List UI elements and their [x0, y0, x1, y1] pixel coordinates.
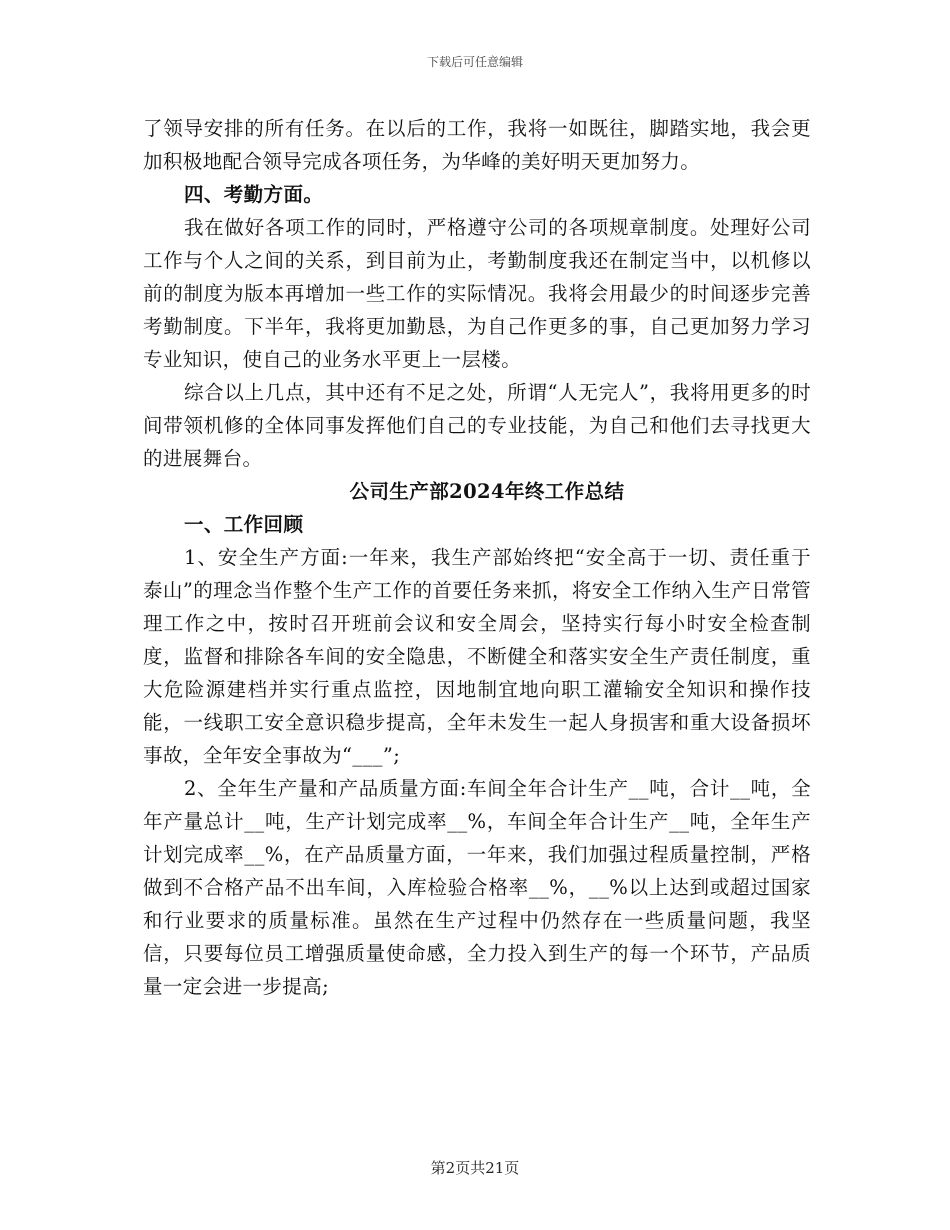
document-title: 公司生产部2024年终工作总结 — [349, 480, 625, 503]
page-header: 下载后可任意编辑 — [426, 55, 523, 69]
section-heading-review: 一、工作回顾 — [183, 513, 304, 536]
document-body — [143, 112, 811, 1003]
page-footer: 第2页共21页 — [430, 1159, 520, 1177]
paragraph-summary: 综合以上几点，其中还有不足之处，所谓“人无完人”，我将用更多的时间带领机修的全体同事发挥他们自己的专业技能，为自己和他们去寻找更大的进展舞台。 — [143, 381, 811, 470]
paragraph-attendance: 我在做好各项工作的同时，严格遵守公司的各项规章制度。处理好公司工作与个人之间的关系，到目前为止，考勤制度我还在制定当中，以机修以前的制度为版本再增加一些工作的实际情况。我将会用最少的时间逐步完善考勤制度。下半年，我将更加勤恳，为自己作更多的事，自己更加努力学习专业知识，使自己的业务水平更上一层楼。 — [143, 216, 811, 371]
paragraph-continuation: 了领导安排的所有任务。在以后的工作，我将一如既往，脚踏实地，我会更加积极地配合领导完成各项任务，为华峰的美好明天更加努力。 — [143, 117, 811, 173]
paragraph-safety: 1、安全生产方面:一年来，我生产部始终把“安全高于一切、责任重于泰山”的理念当作整个生产工作的首要任务来抓，将安全工作纳入生产日常管理工作之中，按时召开班前会议和安全周会，坚持实行每小时安全检查制度，监督和排除各车间的安全隐患，不断健全和落实安全生产责任制度，重大危险源建档并实行重点监控，因地制宜地向职工灌输安全知识和操作技能，一线职工安全意识稳步提高，全年未发生一起人身损害和重大设备损坏事故，全年安全事故为“___”; — [143, 546, 811, 767]
paragraph-production-quality: 2、全年生产量和产品质量方面:车间全年合计生产__吨，合计__吨，全年产量总计__吨，生产计划完成率__%，车间全年合计生产__吨，全年生产计划完成率__%，在产品质量方面，一年来，我们加强过程质量控制，严格做到不合格产品不出车间，入库检验合格率__%，__%以上达到或超过国家和行业要求的质量标准。虽然在生产过程中仍然存在一些质量问题，我坚信，只要每位员工增强质量使命感，全力投入到生产的每一个环节，产品质量一定会进一步提高; — [143, 777, 811, 998]
section-heading-attendance: 四、考勤方面。 — [183, 183, 324, 206]
